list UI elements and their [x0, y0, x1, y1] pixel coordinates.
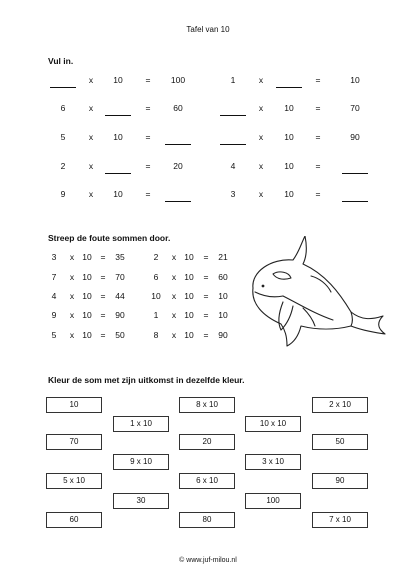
orca-whale-illustration	[243, 236, 388, 348]
number: 5	[60, 132, 66, 142]
match-box[interactable]: 10 x 10	[245, 416, 301, 432]
answer-blank[interactable]	[165, 201, 191, 202]
number[interactable]: 35	[115, 252, 125, 262]
number: 60	[173, 103, 183, 113]
number: 90	[350, 132, 360, 142]
section3-heading: Kleur de som met zijn uitkomst in dezelfde kleur.	[48, 375, 245, 385]
times-sign[interactable]: x	[69, 272, 75, 282]
equals-sign[interactable]: =	[100, 310, 106, 320]
match-box[interactable]: 8 x 10	[179, 397, 235, 413]
number[interactable]: 8	[153, 330, 159, 340]
number[interactable]: 1	[153, 310, 159, 320]
equals-sign: =	[315, 75, 321, 85]
answer-blank[interactable]	[165, 144, 191, 145]
answer-blank[interactable]	[50, 87, 76, 88]
number: 10	[284, 132, 294, 142]
answer-blank[interactable]	[342, 201, 368, 202]
equals-sign[interactable]: =	[203, 252, 209, 262]
match-box[interactable]: 3 x 10	[245, 454, 301, 470]
times-sign: x	[88, 189, 94, 199]
match-box[interactable]: 100	[245, 493, 301, 509]
match-box[interactable]: 30	[113, 493, 169, 509]
equals-sign: =	[145, 161, 151, 171]
match-box[interactable]: 60	[46, 512, 102, 528]
number: 10	[350, 75, 360, 85]
number: 6	[60, 103, 66, 113]
number[interactable]: 2	[153, 252, 159, 262]
number[interactable]: 5	[51, 330, 57, 340]
equals-sign[interactable]: =	[203, 310, 209, 320]
equals-sign: =	[145, 103, 151, 113]
number[interactable]: 90	[218, 330, 228, 340]
number[interactable]: 10	[184, 291, 194, 301]
number[interactable]: 10	[82, 272, 92, 282]
times-sign[interactable]: x	[171, 330, 177, 340]
number: 100	[170, 75, 186, 85]
number: 10	[284, 189, 294, 199]
equals-sign[interactable]: =	[100, 272, 106, 282]
equals-sign[interactable]: =	[100, 252, 106, 262]
equals-sign: =	[145, 132, 151, 142]
footer-copyright: © www.juf-milou.nl	[179, 557, 237, 564]
number[interactable]: 10	[82, 291, 92, 301]
number[interactable]: 7	[51, 272, 57, 282]
answer-blank[interactable]	[220, 144, 246, 145]
equals-sign[interactable]: =	[203, 272, 209, 282]
number[interactable]: 10	[184, 272, 194, 282]
equals-sign[interactable]: =	[203, 291, 209, 301]
match-box[interactable]: 2 x 10	[312, 397, 368, 413]
match-box[interactable]: 5 x 10	[46, 473, 102, 489]
times-sign[interactable]: x	[171, 272, 177, 282]
number[interactable]: 6	[153, 272, 159, 282]
match-box[interactable]: 10	[46, 397, 102, 413]
number[interactable]: 10	[82, 310, 92, 320]
times-sign[interactable]: x	[171, 310, 177, 320]
number[interactable]: 9	[51, 310, 57, 320]
times-sign[interactable]: x	[69, 291, 75, 301]
number: 9	[60, 189, 66, 199]
number[interactable]: 10	[184, 310, 194, 320]
equals-sign[interactable]: =	[100, 291, 106, 301]
number: 10	[284, 161, 294, 171]
number[interactable]: 10	[82, 252, 92, 262]
answer-blank[interactable]	[220, 115, 246, 116]
answer-blank[interactable]	[342, 173, 368, 174]
equals-sign: =	[145, 75, 151, 85]
equals-sign: =	[145, 189, 151, 199]
number: 10	[113, 75, 123, 85]
equals-sign: =	[315, 132, 321, 142]
number[interactable]: 21	[218, 252, 228, 262]
number: 1	[230, 75, 236, 85]
number[interactable]: 10	[184, 330, 194, 340]
number[interactable]: 44	[115, 291, 125, 301]
number: 2	[60, 161, 66, 171]
number[interactable]: 10	[218, 310, 228, 320]
match-box[interactable]: 50	[312, 434, 368, 450]
number: 70	[350, 103, 360, 113]
match-box[interactable]: 9 x 10	[113, 454, 169, 470]
match-box[interactable]: 90	[312, 473, 368, 489]
page-title: Tafel van 10	[186, 25, 230, 34]
number[interactable]: 10	[218, 291, 228, 301]
section2-heading: Streep de foute sommen door.	[48, 233, 171, 243]
answer-blank[interactable]	[105, 173, 131, 174]
number: 3	[230, 189, 236, 199]
number: 10	[284, 103, 294, 113]
section1-heading: Vul in.	[48, 56, 74, 66]
times-sign: x	[258, 189, 264, 199]
answer-blank[interactable]	[276, 87, 302, 88]
equals-sign[interactable]: =	[100, 330, 106, 340]
match-box[interactable]: 7 x 10	[312, 512, 368, 528]
equals-sign: =	[315, 103, 321, 113]
times-sign[interactable]: x	[69, 310, 75, 320]
match-box[interactable]: 70	[46, 434, 102, 450]
times-sign: x	[88, 75, 94, 85]
match-box[interactable]: 20	[179, 434, 235, 450]
times-sign: x	[258, 132, 264, 142]
match-box[interactable]: 1 x 10	[113, 416, 169, 432]
times-sign[interactable]: x	[69, 252, 75, 262]
times-sign[interactable]: x	[171, 252, 177, 262]
match-box[interactable]: 6 x 10	[179, 473, 235, 489]
number: 4	[230, 161, 236, 171]
times-sign: x	[258, 161, 264, 171]
number: 20	[173, 161, 183, 171]
number[interactable]: 3	[51, 252, 57, 262]
times-sign: x	[88, 103, 94, 113]
answer-blank[interactable]	[105, 115, 131, 116]
equals-sign: =	[315, 189, 321, 199]
number[interactable]: 10	[82, 330, 92, 340]
times-sign[interactable]: x	[69, 330, 75, 340]
times-sign: x	[258, 103, 264, 113]
number[interactable]: 10	[184, 252, 194, 262]
number[interactable]: 4	[51, 291, 57, 301]
number[interactable]: 50	[115, 330, 125, 340]
equals-sign: =	[315, 161, 321, 171]
number: 10	[113, 189, 123, 199]
times-sign: x	[88, 132, 94, 142]
number[interactable]: 70	[115, 272, 125, 282]
number[interactable]: 60	[218, 272, 228, 282]
times-sign: x	[258, 75, 264, 85]
match-box[interactable]: 80	[179, 512, 235, 528]
times-sign[interactable]: x	[171, 291, 177, 301]
number[interactable]: 90	[115, 310, 125, 320]
equals-sign[interactable]: =	[203, 330, 209, 340]
times-sign: x	[88, 161, 94, 171]
number[interactable]: 10	[151, 291, 161, 301]
number: 10	[113, 132, 123, 142]
